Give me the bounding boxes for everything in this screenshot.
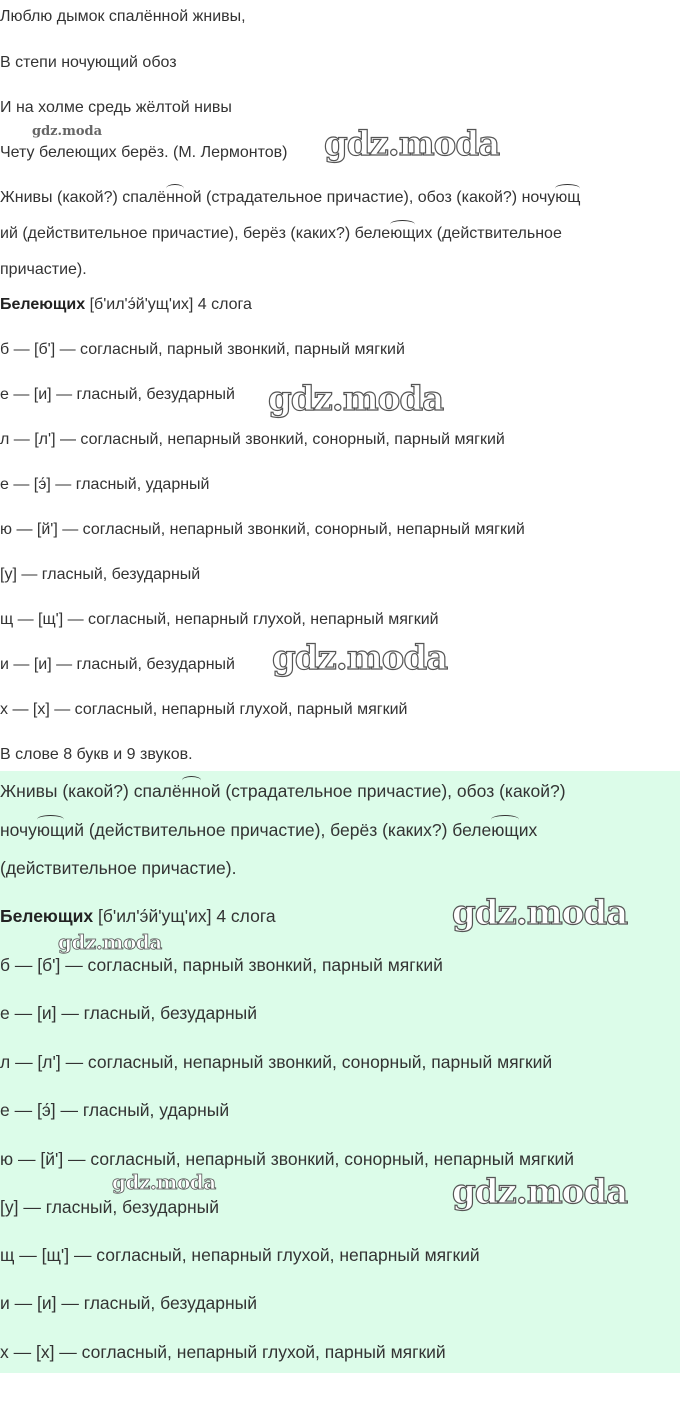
analysis2-sound-2: е — [и] — гласный, безударный	[0, 1003, 257, 1023]
analysis2-sound-8: и — [и] — гласный, безударный	[0, 1293, 258, 1313]
analysis2-paragraph-line-3: (действительное причастие).	[0, 858, 237, 878]
analysis1-sound-4: е — [э́] — гласный, ударный	[0, 476, 210, 493]
poem-line-3: И на холме средь жёлтой нивы	[0, 99, 232, 116]
watermark-logo: gdz.moda	[452, 893, 628, 933]
watermark-logo: gdz.moda	[32, 124, 103, 139]
analysis1-paragraph-line-3: причастие).	[0, 261, 87, 278]
analysis2-sound-9: х — [х] — согласный, непарный глухой, парный мягкий	[0, 1342, 446, 1362]
analysis1-sound-8: и — [и] — гласный, безударный	[0, 656, 235, 673]
analysis2-sound-6: [у] — гласный, безударный	[0, 1197, 219, 1217]
analysis1-sound-7: щ — [щ'] — согласный, непарный глухой, непарный мягкий	[0, 611, 439, 628]
analysis1-paragraph-line-1: Жнивы (какой?) спалённой (страдательное причастие), обоз (какой?) ночующ	[0, 189, 581, 206]
analysis2-word-transcription: Белеющих [б'ил'э́й'ущ'их] 4 слога	[0, 906, 276, 926]
watermark-logo: gdz.moda	[112, 1170, 216, 1194]
analysis2-paragraph-line-1: Жнивы (какой?) спалённой (страдательное причастие), обоз (какой?)	[0, 781, 566, 801]
analysis1-sound-5: ю — [й'] — согласный, непарный звонкий, сонорный, непарный мягкий	[0, 521, 525, 538]
analysis2-sound-4: е — [э́] — гласный, ударный	[0, 1100, 230, 1120]
poem-line-1: Люблю дымок спалённой жнивы,	[0, 8, 246, 25]
analysis1-sound-2: е — [и] — гласный, безударный	[0, 386, 235, 403]
analysis2-sound-5: ю — [й'] — согласный, непарный звонкий, сонорный, непарный мягкий	[0, 1149, 575, 1169]
analysis1-sound-1: б — [б'] — согласный, парный звонкий, парный мягкий	[0, 341, 405, 358]
analysis1-paragraph-line-2: ий (действительное причастие), берёз (каких?) белеющих (действительное	[0, 225, 562, 242]
watermark-logo: gdz.moda	[58, 930, 162, 954]
watermark-logo: gdz.moda	[272, 638, 448, 678]
watermark-logo: gdz.moda	[324, 124, 500, 164]
poem-line-2: В степи ночующий обоз	[0, 54, 177, 71]
analysis1-word-transcription: Белеющих [б'ил'э́й'ущ'их] 4 слога	[0, 296, 252, 313]
analysis1-sound-6: [у] — гласный, безударный	[0, 566, 201, 583]
analysis1-summary: В слове 8 букв и 9 звуков.	[0, 746, 193, 763]
analysis2-sound-7: щ — [щ'] — согласный, непарный глухой, непарный мягкий	[0, 1245, 480, 1265]
watermark-logo: gdz.moda	[268, 379, 444, 419]
watermark-logo: gdz.moda	[452, 1172, 628, 1212]
analysis1-sound-9: х — [х] — согласный, непарный глухой, парный мягкий	[0, 701, 408, 718]
analysis2-sound-1: б — [б'] — согласный, парный звонкий, парный мягкий	[0, 955, 443, 975]
poem-line-4: Чету белеющих берёз. (М. Лермонтов)	[0, 144, 288, 161]
analysis2-sound-3: л — [л'] — согласный, непарный звонкий, сонорный, парный мягкий	[0, 1052, 553, 1072]
analysis1-sound-3: л — [л'] — согласный, непарный звонкий, сонорный, парный мягкий	[0, 431, 505, 448]
analysis2-paragraph-line-2: ночующий (действительное причастие), берёз (каких?) белеющих	[0, 820, 538, 840]
